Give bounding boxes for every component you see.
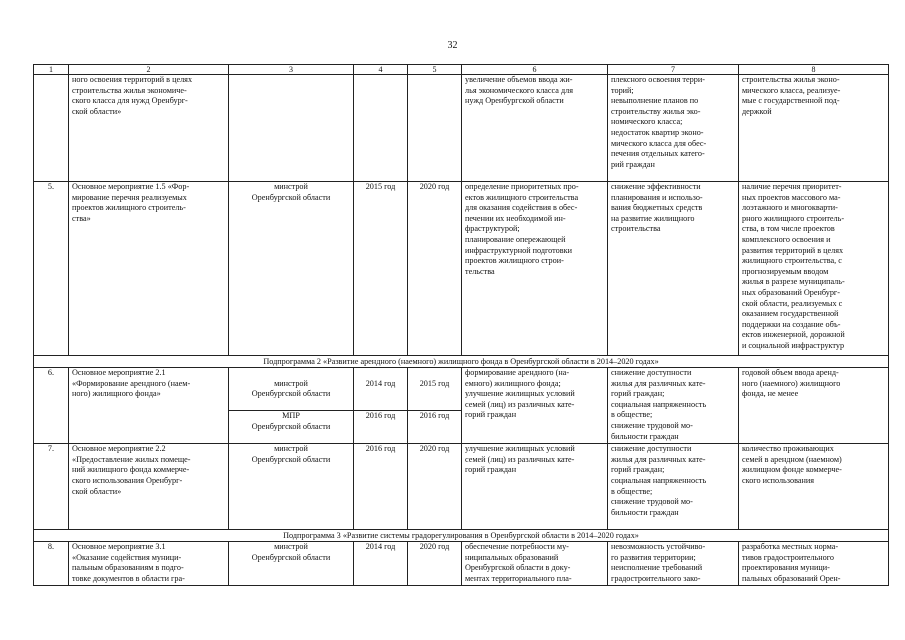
expected-result-cell: обеспечение потребности му- ниципальных образований Оренбургской области в доку- ментах территориального пла- [462, 542, 608, 585]
measure-name-cell: Основное мероприятие 3.1 «Оказание содействия муници- пальным образованиям в подго- товке документов в области гра- [69, 542, 229, 585]
start-year-a: 2014 год [365, 378, 396, 388]
measure-name-cell: Основное мероприятие 2.1 «Формирование арендного (наем- ного) жилищного фонда» [69, 368, 229, 444]
row-number-cell: 7. [34, 444, 69, 530]
risks-cell: снижение эффективности планирования и использо- вания бюджетных средств на развитие жилищного строительства [608, 182, 739, 356]
page-number: 32 [447, 40, 458, 51]
measures-table [33, 64, 889, 586]
column-header: 3 [229, 65, 354, 75]
column-header: 1 [34, 65, 69, 75]
indicator-cell: годовой объем ввода аренд- ного (наемного) жилищного фонда, не менее [739, 368, 889, 444]
end-year-cell [408, 368, 462, 444]
row-number-cell: 8. [34, 542, 69, 585]
end-year-cell [408, 75, 462, 182]
row-number-cell: 5. [34, 182, 69, 356]
column-header: 7 [608, 65, 739, 75]
table-row [34, 182, 889, 356]
indicator-cell: разработка местных норма- тивов градостроительного проектирования муници- пальных образований Орен- [739, 542, 889, 585]
executor-cell [229, 75, 354, 182]
executor-cell [229, 368, 354, 444]
executor-a: минстрой Оренбургской области [251, 378, 331, 399]
expected-result-cell: формирование арендного (на- емного) жилищного фонда; улучшение жилищных условий семей (лиц) из различных кате- горий граждан [462, 368, 608, 444]
risks-cell: снижение доступности жилья для различных кате- горий граждан; социальная напряженность в обществе; снижение трудовой мо- бильности граждан [608, 444, 739, 530]
column-header: 4 [354, 65, 408, 75]
risks-cell: невозможность устойчиво- го развития территории; неисполнение требований градостроительного зако- [608, 542, 739, 585]
risks-cell: плексного освоения терри- торий; невыполнение планов по строительству жилья эко- номического класса; недостаток квартир эконо- мического класса для обес- печения отдельных катего- рий граждан [608, 75, 739, 182]
indicator-cell: количество проживающих семей в арендном (наемном) жилищном фонде коммерче- ского использования [739, 444, 889, 530]
subprogram-row [34, 356, 889, 368]
end-year-cell: 2020 год [408, 444, 462, 530]
expected-result-cell: увеличение объемов ввода жи- лья экономического класса для нужд Оренбургской области [462, 75, 608, 182]
start-year-cell: 2015 год [354, 182, 408, 356]
subprogram-row [34, 530, 889, 542]
indicator-cell: наличие перечня приоритет- ных проектов массового ма- лоэтажного и многокварти- рного жилищного строитель- ства, в том числе проектов комплексного освоения и развития территорий в целях жилищного строительства, с прогнозируемым вводом жилья в разрезе муниципаль- ных образований Оренбург- ской области, реализуемых с оказанием государственной поддержки на создание объ- ектов инженерной, дорожной и социальной инфраструктур [739, 182, 889, 356]
executor-cell: минстрой Оренбургской области [229, 542, 354, 585]
indicator-cell: строительства жилья эконо- мического класса, реализуе- мые с государственной под- держкой [739, 75, 889, 182]
end-year-a: 2015 год [419, 378, 450, 388]
subprogram-title: Подпрограмма 3 «Развитие системы градорегулирования в Оренбургской области в 2014–2020 годах» [34, 530, 889, 542]
end-year-cell: 2020 год [408, 542, 462, 585]
start-year-cell [354, 75, 408, 182]
table-row [34, 444, 889, 530]
row-number-cell [34, 75, 69, 182]
executor-cell: минстрой Оренбургской области [229, 444, 354, 530]
risks-cell: снижение доступности жилья для различных кате- горий граждан; социальная напряженность в обществе; снижение трудовой мо- бильности граждан [608, 368, 739, 444]
row-number-cell: 6. [34, 368, 69, 444]
subprogram-title: Подпрограмма 2 «Развитие арендного (наемного) жилищного фонда в Оренбургской области в 2014–2020 годах» [34, 356, 889, 368]
measure-name-cell: Основное мероприятие 2.2 «Предоставление жилых помеще- ний жилищного фонда коммерче- ского использования Оренбург- ской области» [69, 444, 229, 530]
end-year-cell: 2020 год [408, 182, 462, 356]
start-year-cell: 2016 год [354, 444, 408, 530]
measure-name-cell: ного освоения территорий в целях строительства жилья экономиче- ского класса для нужд Оренбург- ской области» [69, 75, 229, 182]
start-year-b: 2016 год [354, 410, 407, 422]
column-header: 2 [69, 65, 229, 75]
table-row [34, 75, 889, 182]
column-header-row [34, 65, 889, 75]
expected-result-cell: определение приоритетных про- ектов жилищного строительства для оказания содействия в обес- печении их необходимой ин- фраструктурой; планирование опережающей инфраструктурной подготовки проектов жилищного строи- тельства [462, 182, 608, 356]
table-row [34, 542, 889, 585]
table-row [34, 368, 889, 444]
column-header: 8 [739, 65, 889, 75]
start-year-cell: 2014 год [354, 542, 408, 585]
column-header: 5 [408, 65, 462, 75]
column-header: 6 [462, 65, 608, 75]
executor-b: МПР Оренбургской области [229, 410, 353, 432]
start-year-cell [354, 368, 408, 444]
measure-name-cell: Основное мероприятие 1.5 «Фор- мирование перечня реализуемых проектов жилищного строитель- ства» [69, 182, 229, 356]
expected-result-cell: улучшение жилищных условий семей (лиц) из различных кате- горий граждан [462, 444, 608, 530]
end-year-b: 2016 год [408, 410, 461, 422]
executor-cell: минстрой Оренбургской области [229, 182, 354, 356]
